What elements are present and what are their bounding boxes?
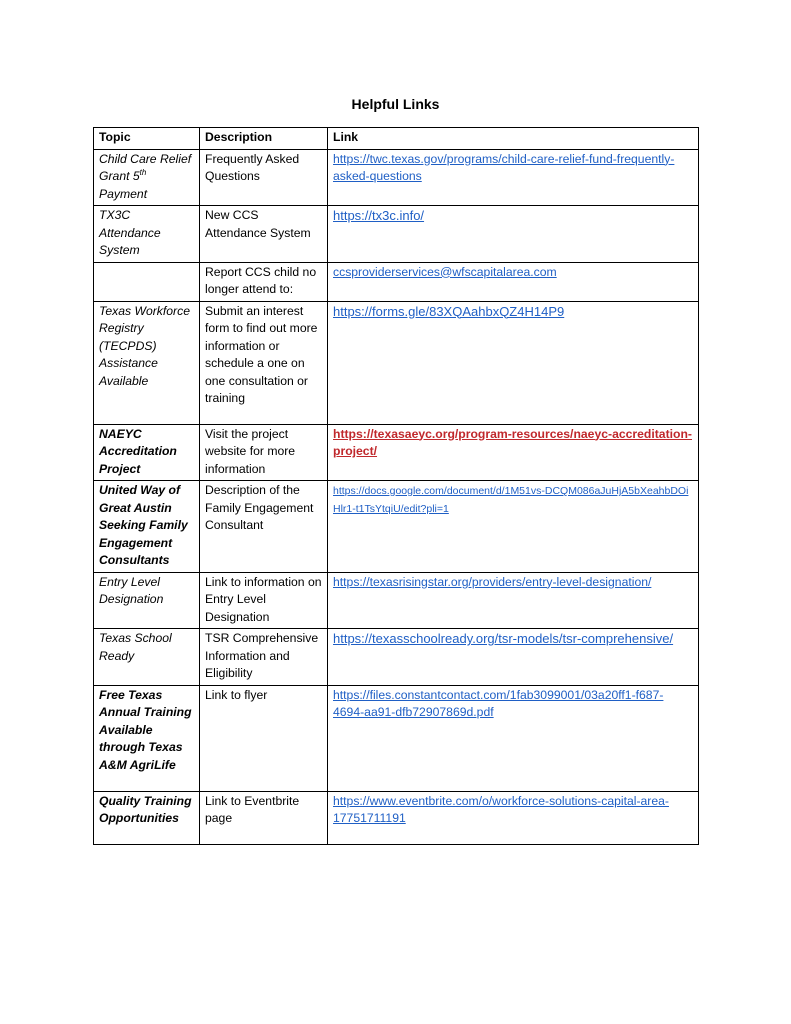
link-cell	[328, 301, 699, 424]
topic-cell	[94, 149, 200, 206]
header-topic: Topic	[94, 128, 200, 150]
link-cell	[328, 629, 699, 686]
flyer-link[interactable]: https://files.constantcontact.com/1fab3099001/03a20ff1-f687-4694-aa91-dfb72907869d.pdf	[333, 687, 664, 719]
table-row	[94, 206, 699, 263]
table-row	[94, 685, 699, 791]
header-link: Link	[328, 128, 699, 150]
link-cell	[328, 206, 699, 263]
forms-link[interactable]: https://forms.gle/83XQAahbxQZ4H14P9	[333, 303, 565, 319]
table-row	[94, 262, 699, 301]
email-link[interactable]: ccsproviderservices@wfscapitalarea.com	[333, 264, 557, 279]
helpful-links-table	[93, 127, 699, 845]
link-cell	[328, 791, 699, 844]
topic-cell: Quality Training Opportunities	[94, 791, 200, 844]
eventbrite-link[interactable]: https://www.eventbrite.com/o/workforce-solutions-capital-area-17751711191	[333, 793, 669, 825]
google-doc-link[interactable]: https://docs.google.com/document/d/1M51vs-DCQM086aJuHjA5bXeahbDOiHlr1-t1TsYtqiU/edit?pli=1	[333, 485, 689, 515]
table-row	[94, 629, 699, 686]
link-cell	[328, 262, 699, 301]
table-row	[94, 149, 699, 206]
tx3c-link[interactable]: https://tx3c.info/	[333, 208, 425, 223]
link-cell	[328, 685, 699, 791]
description-cell: New CCS Attendance System	[200, 206, 328, 263]
table-row	[94, 572, 699, 629]
description-cell: TSR Comprehensive Information and Eligibility	[200, 629, 328, 686]
description-cell: Link to information on Entry Level Designation	[200, 572, 328, 629]
tsr-link[interactable]: https://texasschoolready.org/tsr-models/tsr-comprehensive/	[333, 631, 674, 646]
naeyc-link[interactable]: https://texasaeyc.org/program-resources/naeyc-accreditation-project/	[333, 426, 692, 458]
topic-cell: NAEYC Accreditation Project	[94, 424, 200, 481]
entry-level-link[interactable]: https://texasrisingstar.org/providers/entry-level-designation/	[333, 574, 652, 589]
topic-cell: Free Texas Annual Training Available through Texas A&M AgriLife	[94, 685, 200, 791]
table-row	[94, 424, 699, 481]
table-row	[94, 301, 699, 424]
topic-text: Child Care Relief Grant 5	[99, 151, 192, 183]
topic-cell: Texas Workforce Registry (TECPDS) Assistance Available	[94, 301, 200, 424]
topic-text-tail: Payment	[99, 186, 148, 201]
description-cell: Visit the project website for more information	[200, 424, 328, 481]
description-cell: Link to Eventbrite page	[200, 791, 328, 844]
topic-cell: TX3C Attendance System	[94, 206, 200, 263]
topic-superscript: th	[139, 167, 147, 177]
faq-link[interactable]: https://twc.texas.gov/programs/child-care-relief-fund-frequently-asked-questions	[333, 151, 675, 183]
link-cell	[328, 149, 699, 206]
link-cell	[328, 572, 699, 629]
topic-cell: United Way of Great Austin Seeking Family Engagement Consultants	[94, 481, 200, 573]
table-row	[94, 791, 699, 844]
description-cell: Report CCS child no longer attend to:	[200, 262, 328, 301]
link-cell	[328, 481, 699, 573]
description-cell: Submit an interest form to find out more information or schedule a one on one consultation or training	[200, 301, 328, 424]
page-title: Helpful Links	[351, 96, 440, 112]
table-header-row	[94, 128, 699, 150]
topic-cell: Texas School Ready	[94, 629, 200, 686]
link-cell	[328, 424, 699, 481]
topic-cell	[94, 262, 200, 301]
table-row	[94, 481, 699, 573]
header-description: Description	[200, 128, 328, 150]
description-cell: Description of the Family Engagement Consultant	[200, 481, 328, 573]
description-cell: Frequently Asked Questions	[200, 149, 328, 206]
topic-cell: Entry Level Designation	[94, 572, 200, 629]
description-cell: Link to flyer	[200, 685, 328, 791]
